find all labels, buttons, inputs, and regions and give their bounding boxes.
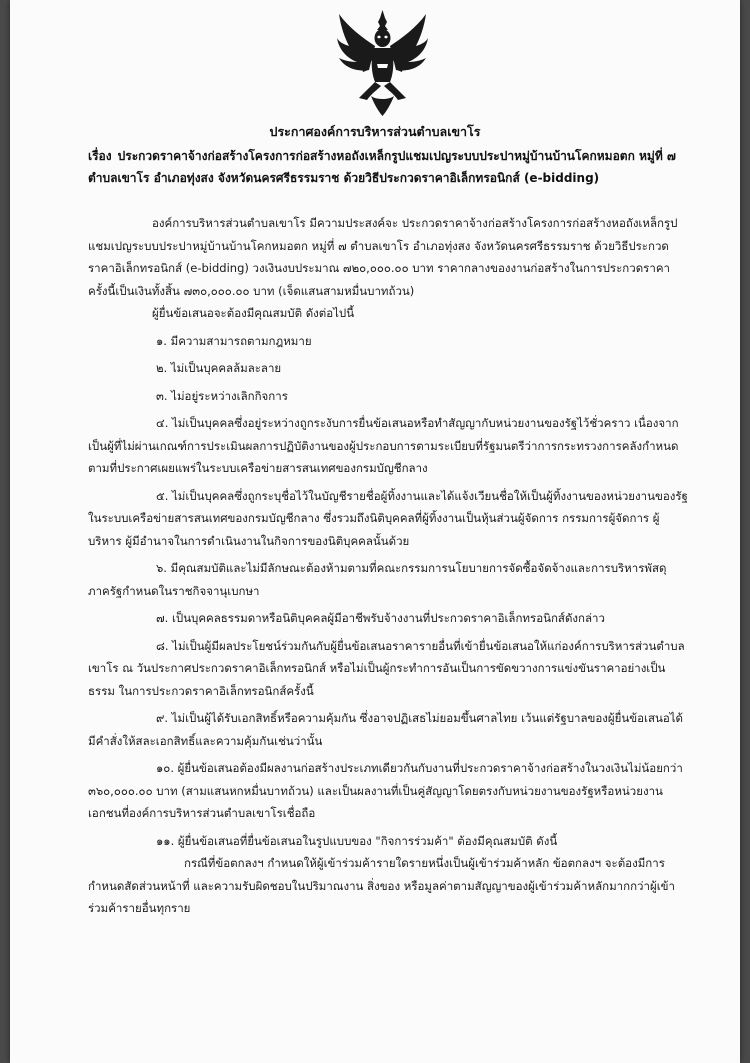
qualification-item-5: ๕. ไม่เป็นบุคคลซึ่งถูกระบุชื่อไว้ในบัญชีรายชื่อผู้ทิ้งงานและได้แจ้งเวียนชื่อให้เป็นผู้ทิ้งงานของหน่วยงานของรัฐในระบบเครือข่ายสารสนเทศของกรมบัญชีกลาง ซึ่งรวมถึงนิติบุคคลที่ผู้ทิ้งงานเป็นหุ้นส่วนผู้จัดการ กรรมการผู้จัดการ ผู้บริหาร ผู้มีอำนาจในการดำเนินงานในกิจการของนิติบุคคลนั้นด้วย [88, 488, 688, 548]
qualification-item-1: ๑. มีความสามารถตามกฎหมาย [156, 333, 312, 348]
qualification-item-9: ๙. ไม่เป็นผู้ได้รับเอกสิทธิ์หรือความคุ้มกัน ซึ่งอาจปฏิเสธไม่ยอมขึ้นศาลไทย เว้นแต่รัฐบาลของผู้ยื่นข้อเสนอได้มีคำสั่งให้สละเอกสิทธิ์และความคุ้มกันเช่นว่านั้น [88, 711, 683, 748]
intro-paragraph: องค์การบริหารส่วนตำบลเขาโร มีความประสงค์จะ ประกวดราคาจ้างก่อสร้างโครงการก่อสร้างหอถังเหล็กรูปแชมเปญระบบประปาหมู่บ้านบ้านโคกหมอตก หมู่ที่ ๗ ตำบลเขาโร อำเภอทุ่งสง จังหวัดนครศรีธรรมราช ด้วยวิธีประกวดราคาอิเล็กทรอนิกส์ (e-bidding) วงเงินงบประมาณ ๗๒๐,๐๐๐.๐๐ บาท ราคากลางของงานก่อสร้างในการประกวดราคาครั้งนี้เป็นเงินทั้งสิ้น ๗๓๐,๐๐๐.๐๐ บาท (เจ็ดแสนสามหมื่นบาทถ้วน) [88, 216, 678, 298]
document-body [88, 212, 688, 920]
subject-label: เรื่อง [88, 149, 112, 163]
garuda-emblem-icon [335, 8, 430, 118]
qualification-item-4: ๔. ไม่เป็นบุคคลซึ่งอยู่ระหว่างถูกระงับการยื่นข้อเสนอหรือทำสัญญากับหน่วยงานของรัฐไว้ชั่วคราว เนื่องจากเป็นผู้ที่ไม่ผ่านเกณฑ์การประเมินผลการปฏิบัติงานของผู้ประกอบการตามระเบียบที่รัฐมนตรีว่าการกระทรวงการคลังกำหนดตามที่ประกาศเผยแพร่ในระบบเครือข่ายสารสนเทศของกรมบัญชีกลาง [88, 416, 679, 475]
qualification-item-3: ๓. ไม่อยู่ระหว่างเลิกกิจการ [156, 388, 288, 403]
qualification-item-2: ๒. ไม่เป็นบุคคลล้มละลาย [156, 361, 282, 375]
qualifications-heading: ผู้ยื่นข้อเสนอจะต้องมีคุณสมบัติ ดังต่อไปนี้ [152, 306, 355, 320]
qualification-item-11: ๑๑. ผู้ยื่นข้อเสนอที่ยื่นข้อเสนอในรูปแบบของ "กิจการร่วมค้า" ต้องมีคุณสมบัติ ดังนี้ [156, 833, 558, 848]
qualification-item-8: ๘. ไม่เป็นผู้มีผลประโยชน์ร่วมกันกับผู้ยื่นข้อเสนอราคารายอื่นที่เข้ายื่นข้อเสนอให้แก่องค์การบริหารส่วนตำบลเขาโร ณ วันประกาศประกวดราคาอิเล็กทรอนิกส์ หรือไม่เป็นผู้กระทำการอันเป็นการขัดขวางการแข่งขันราคาอย่างเป็นธรรม ในการประกวดราคาอิเล็กทรอนิกส์ครั้งนี้ [88, 638, 685, 698]
qualification-item-6: ๖. มีคุณสมบัติและไม่มีลักษณะต้องห้ามตามที่คณะกรรมการนโยบายการจัดซื้อจัดจ้างและการบริหารพัสดุภาครัฐกำหนดในราชกิจจานุเบกษา [88, 561, 667, 598]
document-page [10, 0, 740, 1063]
qualification-item-10: ๑๐. ผู้ยื่นข้อเสนอต้องมีผลงานก่อสร้างประเภทเดียวกันกับงานที่ประกวดราคาจ้างก่อสร้างในวงเงินไม่น้อยกว่า ๓๖๐,๐๐๐.๐๐ บาท (สามแสนหกหมื่นบาทถ้วน) และเป็นผลงานที่เป็นคู่สัญญาโดยตรงกับหน่วยงานของรัฐหรือหน่วยงานเอกชนที่องค์การบริหารส่วนตำบลเขาโรเชื่อถือ [88, 761, 683, 820]
qualification-item-7: ๗. เป็นบุคคลธรรมดาหรือนิติบุคคลผู้มีอาชีพรับจ้างงานที่ประกวดราคาอิเล็กทรอนิกส์ดังกล่าว [156, 611, 605, 625]
joint-venture-paragraph: กรณีที่ข้อตกลงฯ กำหนดให้ผู้เข้าร่วมค้ารายใดรายหนึ่งเป็นผู้เข้าร่วมค้าหลัก ข้อตกลงฯ จะต้องมีการกำหนดสัดส่วนหน้าที่ และความรับผิดชอบในปริมาณงาน สิ่งของ หรือมูลค่าตามสัญญาของผู้เข้าร่วมค้าหลักมากกว่าผู้เข้าร่วมค้ารายอื่นทุกราย [88, 856, 675, 915]
announcement-title: ประกาศองค์การบริหารส่วนตำบลเขาโร [269, 124, 481, 139]
subject-text: ประกวดราคาจ้างก่อสร้างโครงการก่อสร้างหอถังเหล็กรูปแชมเปญระบบประปาหมู่บ้านบ้านโคกหมอตก หมู่ที่ ๗ ตำบลเขาโร อำเภอทุ่งสง จังหวัดนครศรีธรรมราช ด้วยวิธีประกวดราคาอิเล็กทรอนิกส์ (e-bidding) [88, 149, 676, 185]
subject-line [88, 145, 688, 189]
